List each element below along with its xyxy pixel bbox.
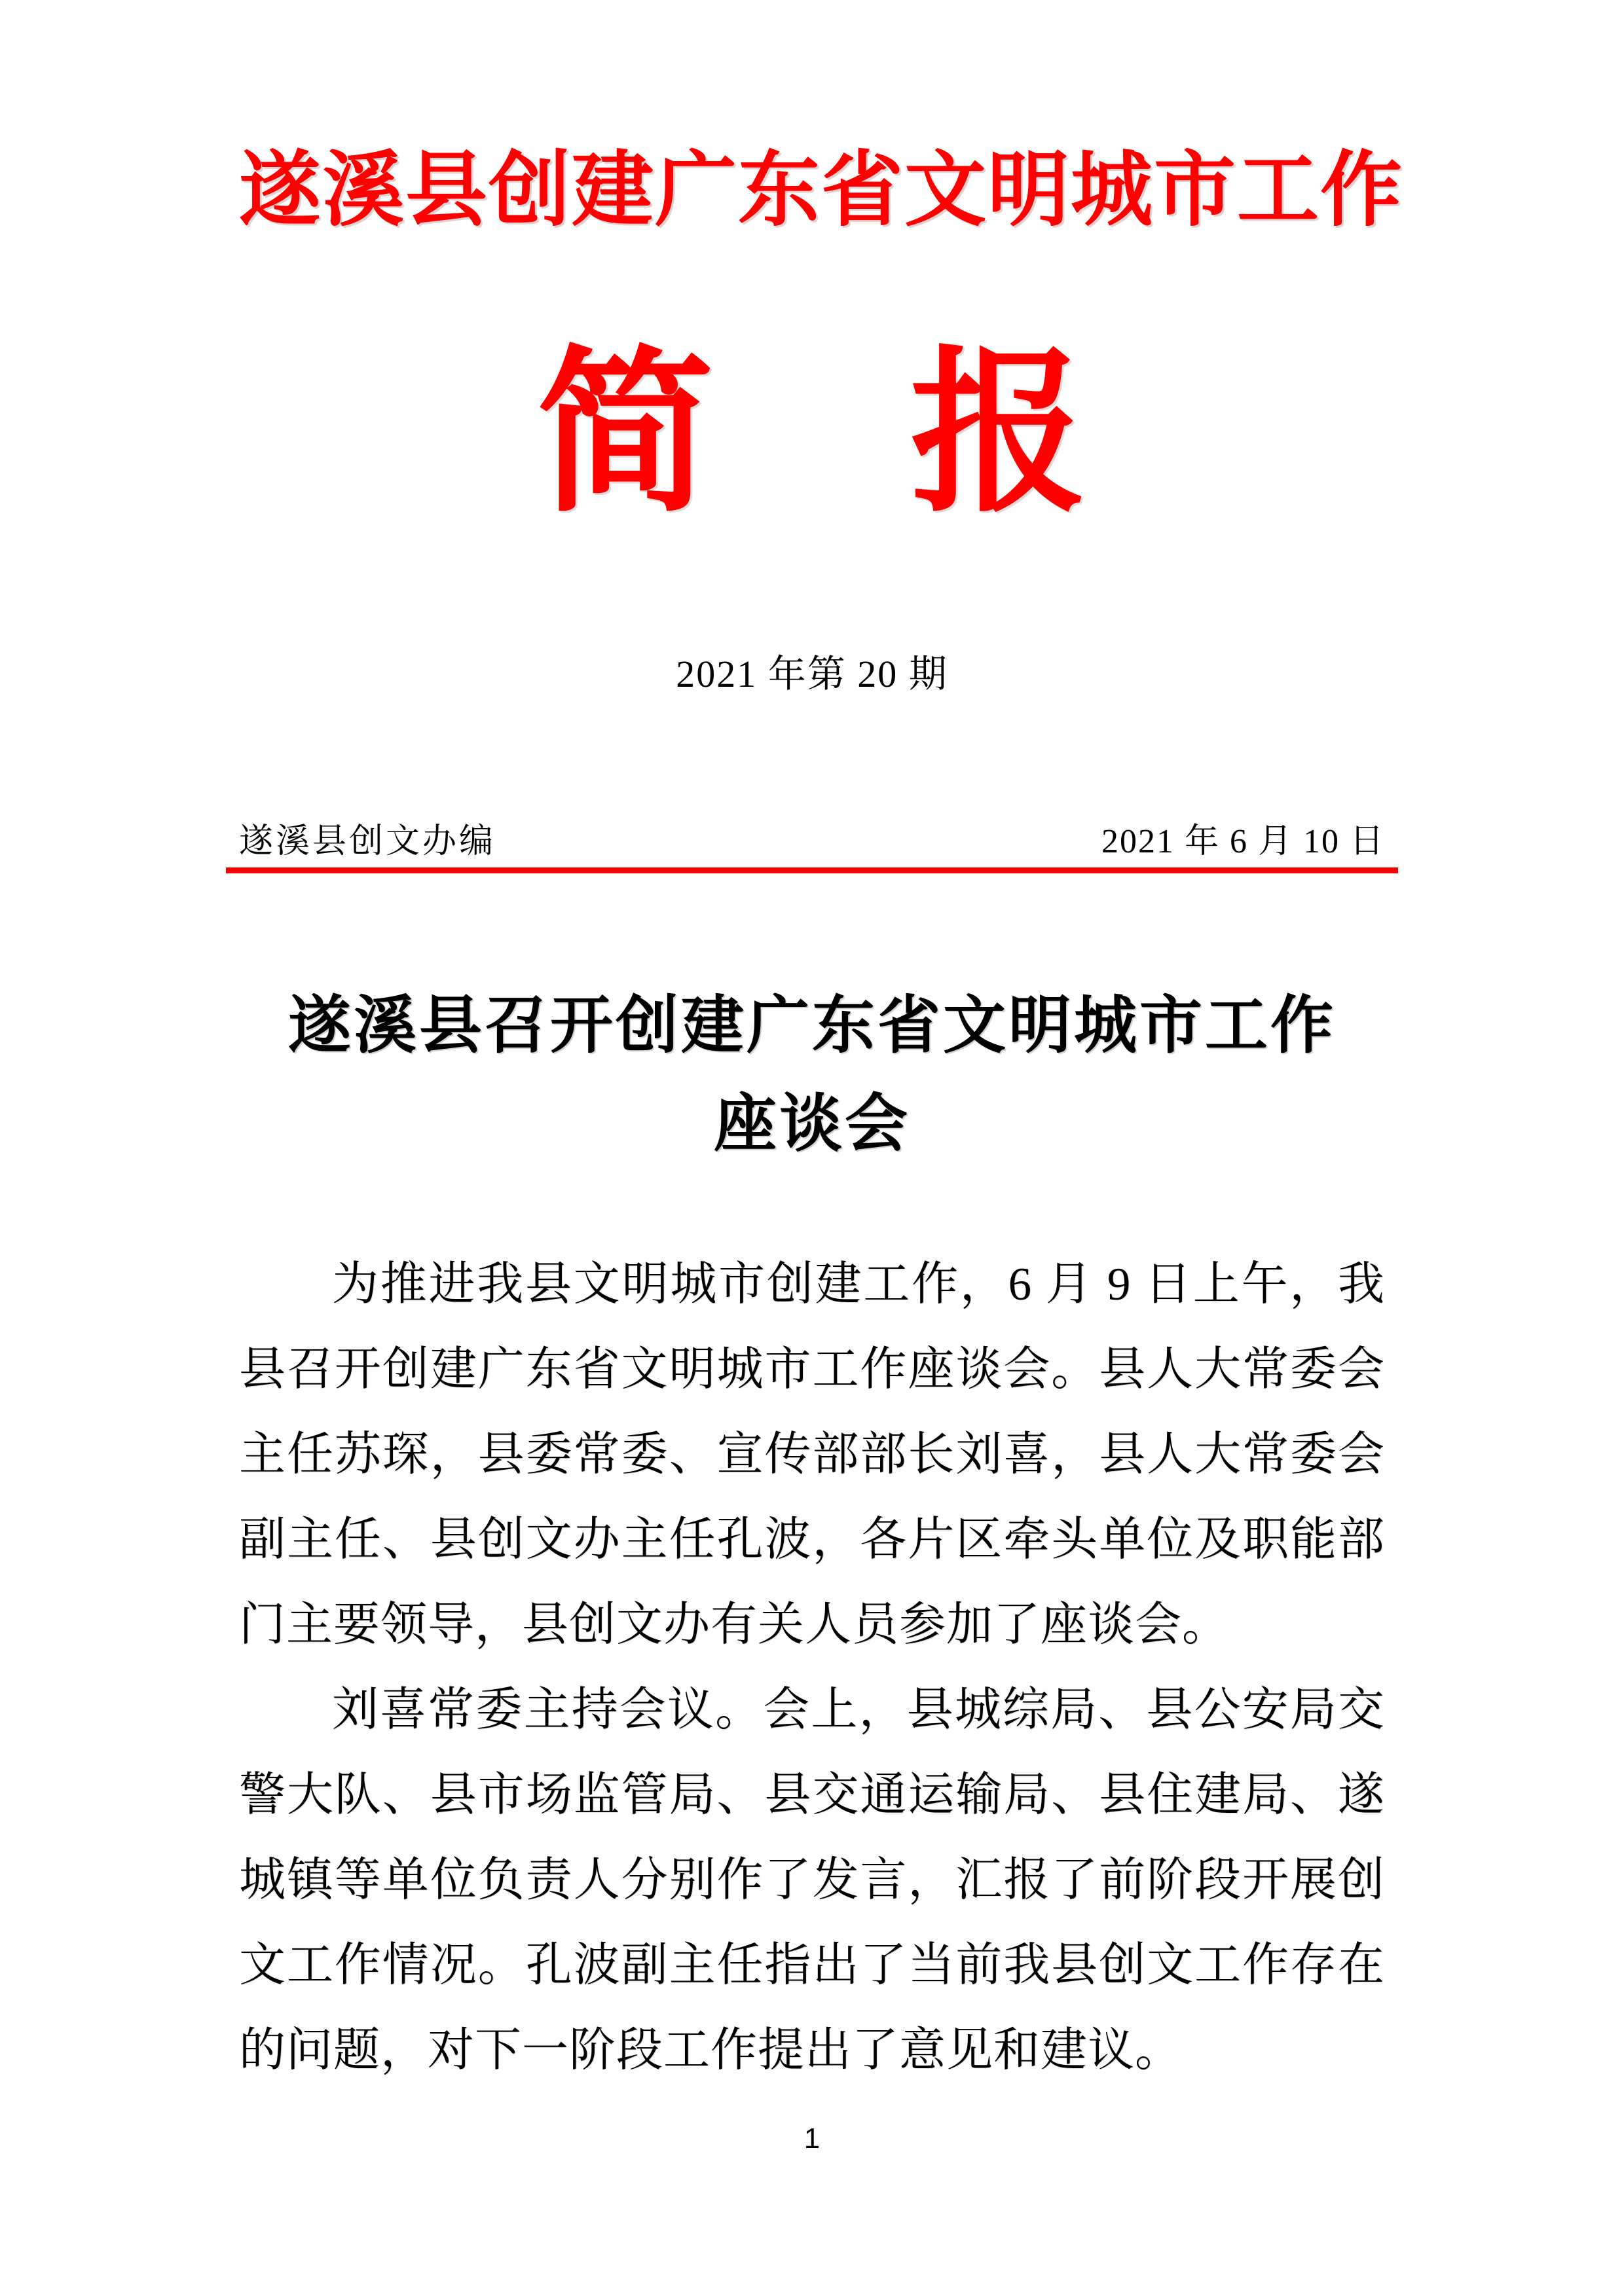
issue-number-line: 2021 年第 20 期: [676, 653, 948, 695]
article-paragraph-2: 刘喜常委主持会议。会上，县城综局、县公安局交警大队、县市场监管局、县交通运输局、县住建局、遂城镇等单位负责人分别作了发言，汇报了前阶段开展创文工作情况。孔波副主任指出了当前我县创文工作存在的问题，对下一阶段工作提出了意见和建议。: [239, 1685, 1385, 2076]
article-paragraph-1: 为推进我县文明城市创建工作，6 月 9 日上午，我县召开创建广东省文明城市工作座谈会。县人大常委会主任苏琛，县委常委、宣传部部长刘喜，县人大常委会副主任、县创文办主任孔波，各片区牵头单位及职能部门主要领导，县创文办有关人员参加了座谈会。: [239, 1259, 1385, 1650]
article-title-line1: 遂溪县召开创建广东省文明城市工作: [288, 991, 1336, 1061]
article-title: [239, 977, 1385, 1173]
red-divider-rule: [226, 867, 1398, 873]
editor-label: 遂溪县创文办编: [239, 823, 496, 860]
bulletin-char-jian: 简: [537, 337, 714, 533]
page-number: 1: [803, 2123, 821, 2155]
bulletin-char-bao: 报: [910, 337, 1087, 533]
meta-row: [239, 822, 1385, 862]
masthead-bulletin-title: [239, 337, 1385, 534]
masthead-org-title: 遂溪县创建广东省文明城市工作: [239, 146, 1403, 236]
article-body: [239, 1242, 1385, 2093]
article-title-line2: 座谈会: [714, 1089, 910, 1159]
issue-date: 2021 年 6 月 10 日: [1101, 823, 1385, 860]
